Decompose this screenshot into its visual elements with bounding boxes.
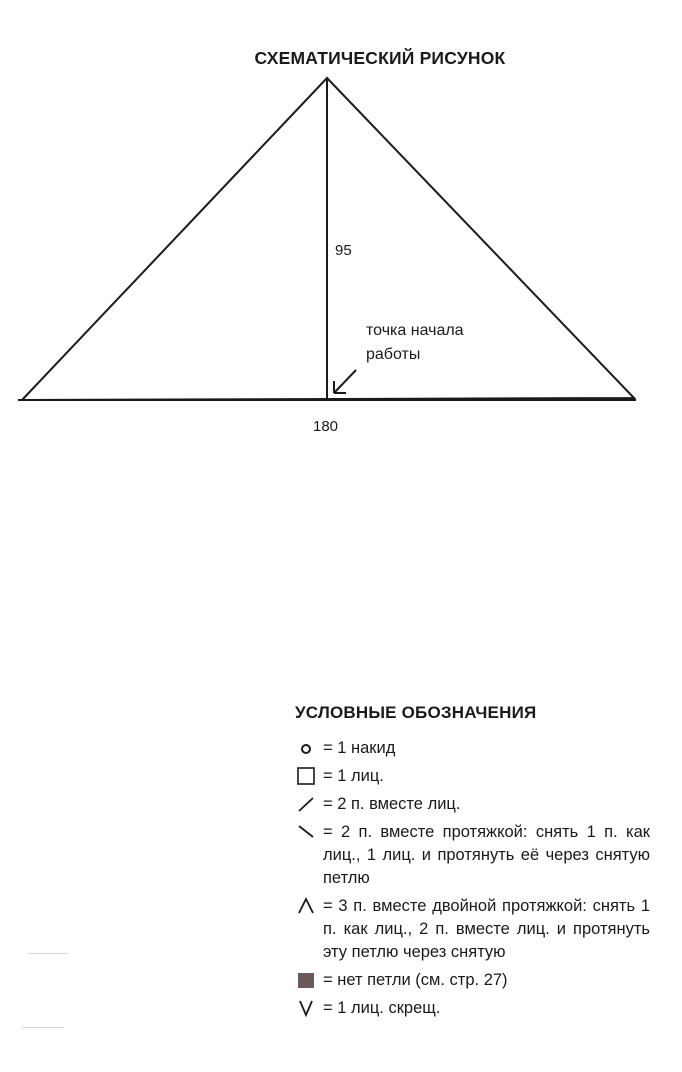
- width-dimension-label: 180: [313, 418, 339, 435]
- legend-text: = 2 п. вместе лиц.: [323, 795, 461, 813]
- right-slash-icon: [295, 793, 317, 815]
- no-stitch-icon: [295, 969, 317, 991]
- twisted-knit-icon: [295, 997, 317, 1019]
- height-dimension-label: 95: [335, 242, 352, 259]
- legend-item: [295, 765, 650, 788]
- start-point-arrow: [334, 370, 356, 393]
- legend-text: = 1 лиц. скрещ.: [323, 999, 441, 1017]
- legend-list: [295, 737, 650, 1020]
- legend: [295, 703, 650, 1025]
- start-note-line-2: работы: [366, 346, 421, 363]
- double-decrease-icon: [295, 895, 317, 917]
- legend-text: = 3 п. вместе двойной протяжкой: снять 1 п. как лиц., 2 п. вместе лиц. и протянуть эту петлю через снятую: [323, 897, 650, 961]
- legend-item: [295, 997, 650, 1020]
- yarn-over-icon: [295, 737, 317, 759]
- legend-text: = 1 лиц.: [323, 767, 384, 785]
- scan-artifact-line: [22, 1027, 64, 1028]
- start-point-note: [366, 319, 464, 367]
- start-note-line-1: точка начала: [366, 322, 464, 339]
- legend-item: [295, 793, 650, 816]
- legend-text: = 2 п. вместе протяжкой: снять 1 п. как лиц., 1 лиц. и протянуть её через снятую петлю: [323, 823, 650, 887]
- legend-item: [295, 895, 650, 964]
- legend-item: [295, 821, 650, 890]
- legend-item: [295, 737, 650, 760]
- left-slash-icon: [295, 821, 317, 843]
- knit-square-icon: [295, 765, 317, 787]
- legend-text: = 1 накид: [323, 739, 396, 757]
- scan-artifact-line: [28, 953, 68, 954]
- legend-text: = нет петли (см. стр. 27): [323, 971, 508, 989]
- legend-item: [295, 969, 650, 992]
- schematic-title: СХЕМАТИЧЕСКИЙ РИСУНОК: [254, 48, 506, 68]
- triangle-schematic: [0, 0, 682, 460]
- legend-title: УСЛОВНЫЕ ОБОЗНАЧЕНИЯ: [295, 703, 537, 722]
